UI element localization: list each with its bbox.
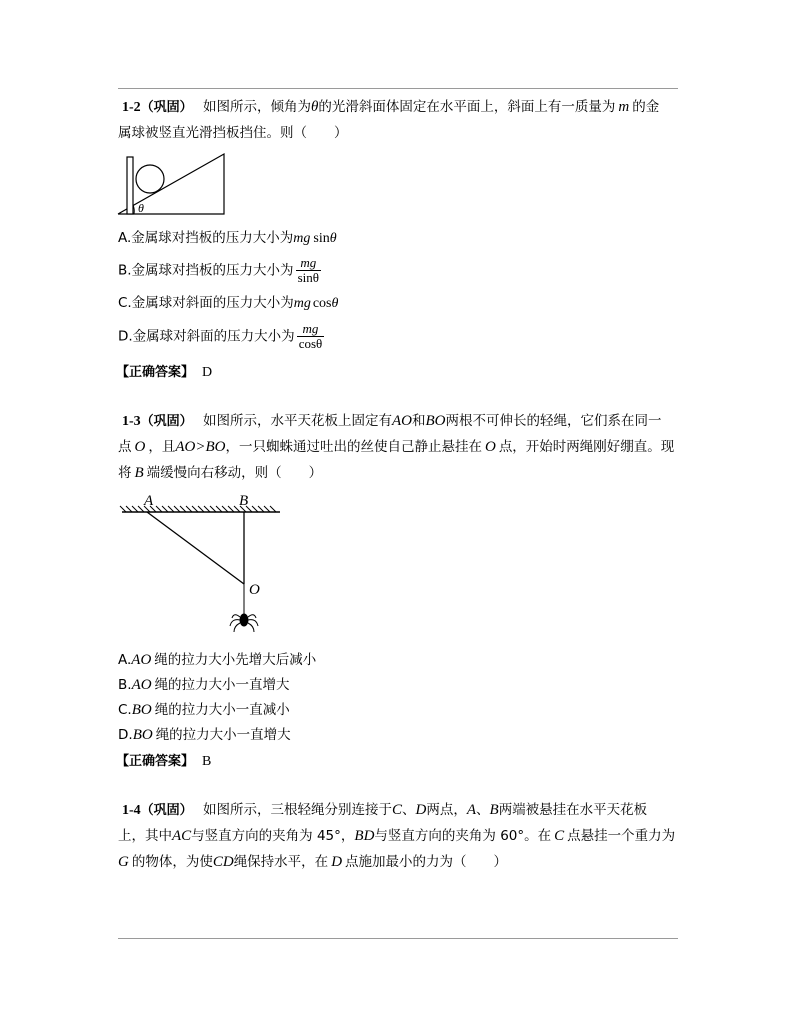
math: mg	[293, 231, 311, 246]
q2-number: 1-2	[122, 100, 141, 115]
q2-text: 的光滑斜面体固定在水平面上，斜面上有一质量为	[318, 99, 616, 115]
var: D	[415, 802, 427, 818]
q3-text: 点	[118, 439, 132, 455]
hatch-mark	[210, 506, 216, 512]
q3-option-c	[118, 697, 290, 723]
q3-text: 将	[118, 465, 132, 481]
q4-number: 1-4	[122, 803, 141, 818]
q2-option-c	[118, 290, 338, 317]
q3-option-b	[118, 672, 290, 698]
baffle-board	[127, 157, 133, 214]
hatch-mark	[264, 506, 270, 512]
q2-answer	[116, 361, 212, 381]
q4-text: 两点，	[426, 802, 467, 818]
q3-text: ，一只蜘蛛通过吐出的丝使自己静止悬挂在	[225, 439, 482, 455]
hatch-mark	[258, 506, 264, 512]
q2-option-b	[118, 256, 321, 285]
incline-triangle	[118, 154, 224, 214]
metal-ball	[136, 165, 164, 193]
option-text: C.金属球对斜面的压力大小为	[118, 295, 294, 311]
q2-text: 如图所示，倾角为	[202, 99, 311, 115]
fraction	[296, 256, 321, 285]
q4-text: 两端被悬挂在水平天花板	[498, 802, 648, 818]
hatch-mark	[162, 506, 168, 512]
numerator: mg	[297, 322, 325, 337]
option-text: B.金属球对挡板的压力大小为	[118, 262, 294, 279]
q3-line-1	[122, 408, 661, 435]
hatch-mark	[120, 506, 126, 512]
hatch-mark	[132, 506, 138, 512]
answer-value: B	[202, 754, 212, 769]
option-text: 绳的拉力大小一直增大	[155, 727, 291, 743]
option-prefix: A.	[118, 652, 132, 668]
hatch-mark	[252, 506, 258, 512]
q4-text: 与竖直方向的夹角为 45°，	[191, 828, 355, 844]
hatch-mark	[186, 506, 192, 512]
q3-text: 如图所示，水平天花板上固定有	[202, 413, 392, 429]
hatch-mark	[216, 506, 222, 512]
math: θ	[329, 231, 337, 246]
rope-ao	[147, 512, 244, 584]
var: D	[331, 854, 343, 870]
q3-rope-figure	[118, 490, 288, 640]
var: O	[484, 439, 496, 455]
option-prefix: D.	[118, 727, 133, 743]
q3-line-3	[118, 460, 322, 486]
option-prefix: C.	[118, 702, 132, 718]
top-rule	[118, 88, 678, 89]
var: O	[134, 439, 146, 455]
math: cos	[312, 296, 332, 311]
q4-text: 、	[402, 802, 416, 818]
hatch-mark	[156, 506, 162, 512]
q2-theta: θ	[310, 99, 319, 115]
q2-line-1	[122, 94, 659, 121]
q4-text: 绳保持水平，在	[233, 854, 329, 870]
answer-label: 【正确答案】	[116, 365, 195, 380]
var: AO	[131, 652, 152, 668]
q4-text: 的物体，为使	[131, 854, 213, 870]
var: C	[391, 802, 402, 818]
q4-text: 、	[476, 802, 490, 818]
q3-number: 1-3	[122, 414, 141, 429]
math: θ	[331, 296, 339, 311]
fig-label-a: A	[144, 493, 154, 509]
fig-label-o: O	[249, 582, 260, 598]
hatch-mark	[228, 506, 234, 512]
var: C	[554, 828, 565, 844]
answer-label: 【正确答案】	[116, 754, 195, 769]
var: AO	[131, 677, 152, 693]
option-prefix: B.	[118, 677, 132, 693]
var: B	[489, 802, 499, 818]
var: BD	[354, 828, 375, 844]
math: mg	[293, 296, 311, 311]
q3-line-2	[118, 434, 674, 460]
var: AC	[172, 828, 192, 844]
q3-text: 点，开始时两绳刚好绷直。现	[498, 439, 675, 455]
denominator: sinθ	[297, 270, 319, 285]
var: BO	[425, 413, 446, 429]
fig-theta-label: θ	[138, 201, 144, 215]
q4-text: 与竖直方向的夹角为 60°。在	[374, 828, 552, 844]
denominator: cosθ	[298, 336, 323, 351]
var: CD	[212, 854, 234, 870]
hatch-mark	[198, 506, 204, 512]
var: BO	[132, 727, 153, 743]
q2-line-2: 属球被竖直光滑挡板挡住。则（ ）	[118, 125, 348, 141]
q2-mass: m	[618, 99, 630, 115]
numerator: mg	[296, 256, 321, 271]
var: A	[466, 802, 477, 818]
q4-text: 上，其中	[118, 828, 172, 844]
q3-text: 两根不可伸长的轻绳，它们系在同一	[445, 413, 662, 429]
q2-option-d	[118, 322, 324, 351]
q4-text: 如图所示，三根轻绳分别连接于	[202, 802, 392, 818]
var: BO	[131, 702, 152, 718]
answer-value: D	[202, 365, 213, 380]
q2-text: 的金	[632, 99, 660, 115]
hatch-mark	[168, 506, 174, 512]
math: sin	[313, 231, 330, 246]
q3-text: ，且	[148, 439, 176, 455]
option-text: 绳的拉力大小一直减小	[154, 702, 290, 718]
hatch-mark	[126, 506, 132, 512]
q4-text: 点悬挂一个重力为	[567, 828, 676, 844]
option-text: 绳的拉力大小一直增大	[154, 677, 290, 693]
fraction	[297, 322, 325, 351]
q3-option-d	[118, 722, 291, 748]
q4-line-1	[122, 797, 647, 824]
q4-line-3	[118, 849, 507, 875]
fig-label-b: B	[239, 493, 249, 509]
hatch-mark	[204, 506, 210, 512]
hatch-mark	[270, 506, 276, 512]
spider-icon	[230, 614, 258, 632]
var: AO>BO	[175, 439, 226, 455]
option-text: A.金属球对挡板的压力大小为	[118, 230, 294, 246]
hatch-mark	[222, 506, 228, 512]
hatch-mark	[180, 506, 186, 512]
option-text: 绳的拉力大小先增大后减小	[154, 652, 317, 668]
q4-line-2	[118, 823, 675, 849]
q3-text: 端缓慢向右移动，则（ ）	[146, 465, 323, 481]
q2-incline-figure	[116, 152, 228, 218]
hatch-mark	[192, 506, 198, 512]
q4-tag: （巩固）	[140, 803, 193, 818]
var: B	[134, 465, 144, 481]
var: G	[118, 854, 129, 870]
q3-tag: （巩固）	[140, 414, 193, 429]
hatch-mark	[174, 506, 180, 512]
q3-answer	[116, 750, 211, 770]
q2-option-a	[118, 225, 337, 252]
q2-tag: （巩固）	[140, 100, 193, 115]
q3-text: 和	[411, 413, 426, 429]
q4-text: 点施加最小的力为（ ）	[345, 854, 508, 870]
option-text: D.金属球对斜面的压力大小为	[118, 328, 295, 345]
q3-option-a	[118, 647, 316, 673]
var: AO	[391, 413, 412, 429]
bottom-rule	[118, 938, 678, 939]
